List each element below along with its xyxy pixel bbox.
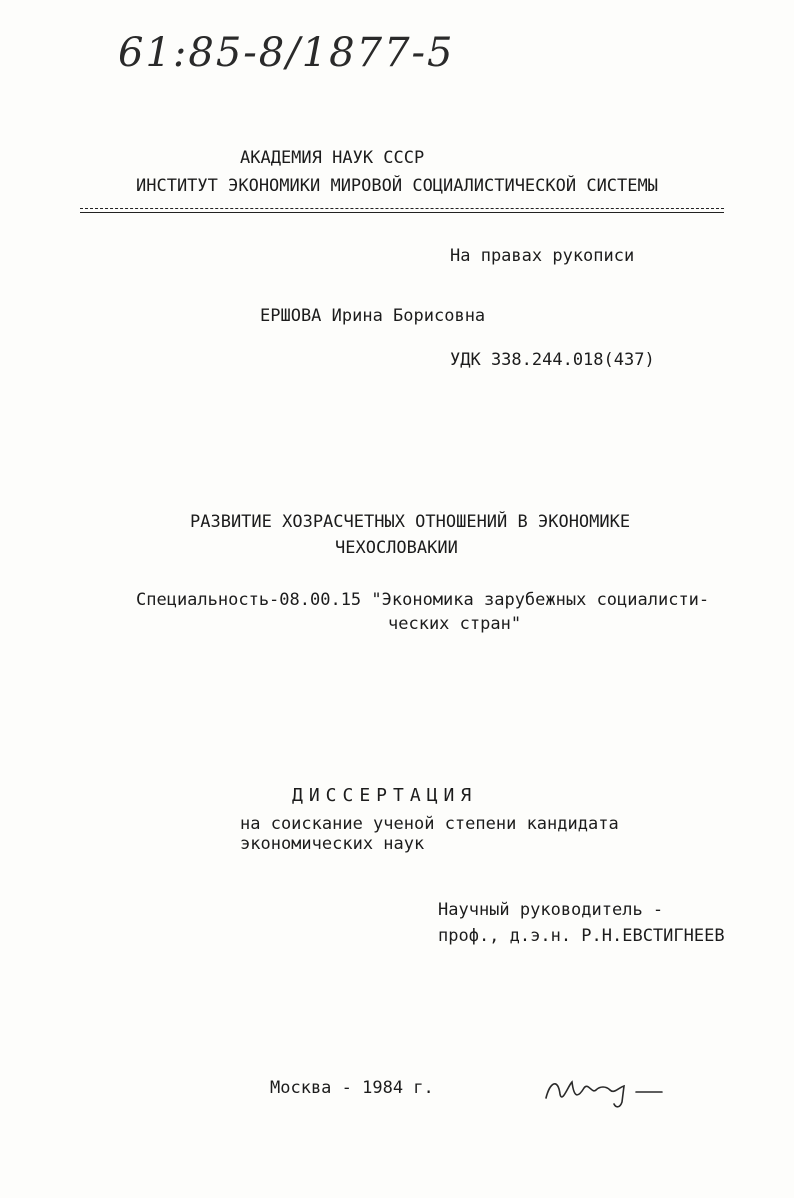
signature-icon <box>540 1068 680 1112</box>
manuscript-note: На правах рукописи <box>450 246 635 266</box>
supervisor-label: Научный руководитель - <box>438 900 664 920</box>
thesis-degree-line1: на соискание ученой степени кандидата <box>240 814 619 834</box>
header-rule-dashed <box>80 208 724 209</box>
header-rule-solid <box>80 212 724 213</box>
author-name: ЕРШОВА Ирина Борисовна <box>260 306 486 326</box>
thesis-heading: ДИССЕРТАЦИЯ <box>292 785 478 806</box>
academy-name: АКАДЕМИЯ НАУК СССР <box>240 148 425 168</box>
thesis-title-line1: РАЗВИТИЕ ХОЗРАСЧЕТНЫХ ОТНОШЕНИЙ В ЭКОНОМИКЕ <box>190 512 631 532</box>
institute-name: ИНСТИТУТ ЭКОНОМИКИ МИРОВОЙ СОЦИАЛИСТИЧЕСКОЙ СИСТЕМЫ <box>136 176 658 196</box>
specialty-line2: ческих стран" <box>388 614 522 634</box>
archive-code-handwritten: 61:85-8/1877-5 <box>118 30 455 76</box>
thesis-title-line2: ЧЕХОСЛОВАКИИ <box>335 538 458 558</box>
supervisor-name: проф., д.э.н. Р.Н.ЕВСТИГНЕЕВ <box>438 926 725 946</box>
thesis-degree-line2: экономических наук <box>240 834 425 854</box>
specialty-line1: Специальность-08.00.15 "Экономика зарубежных социалисти- <box>136 590 710 610</box>
place-and-year: Москва - 1984 г. <box>270 1078 434 1098</box>
udc-code: УДК 338.244.018(437) <box>450 350 655 370</box>
